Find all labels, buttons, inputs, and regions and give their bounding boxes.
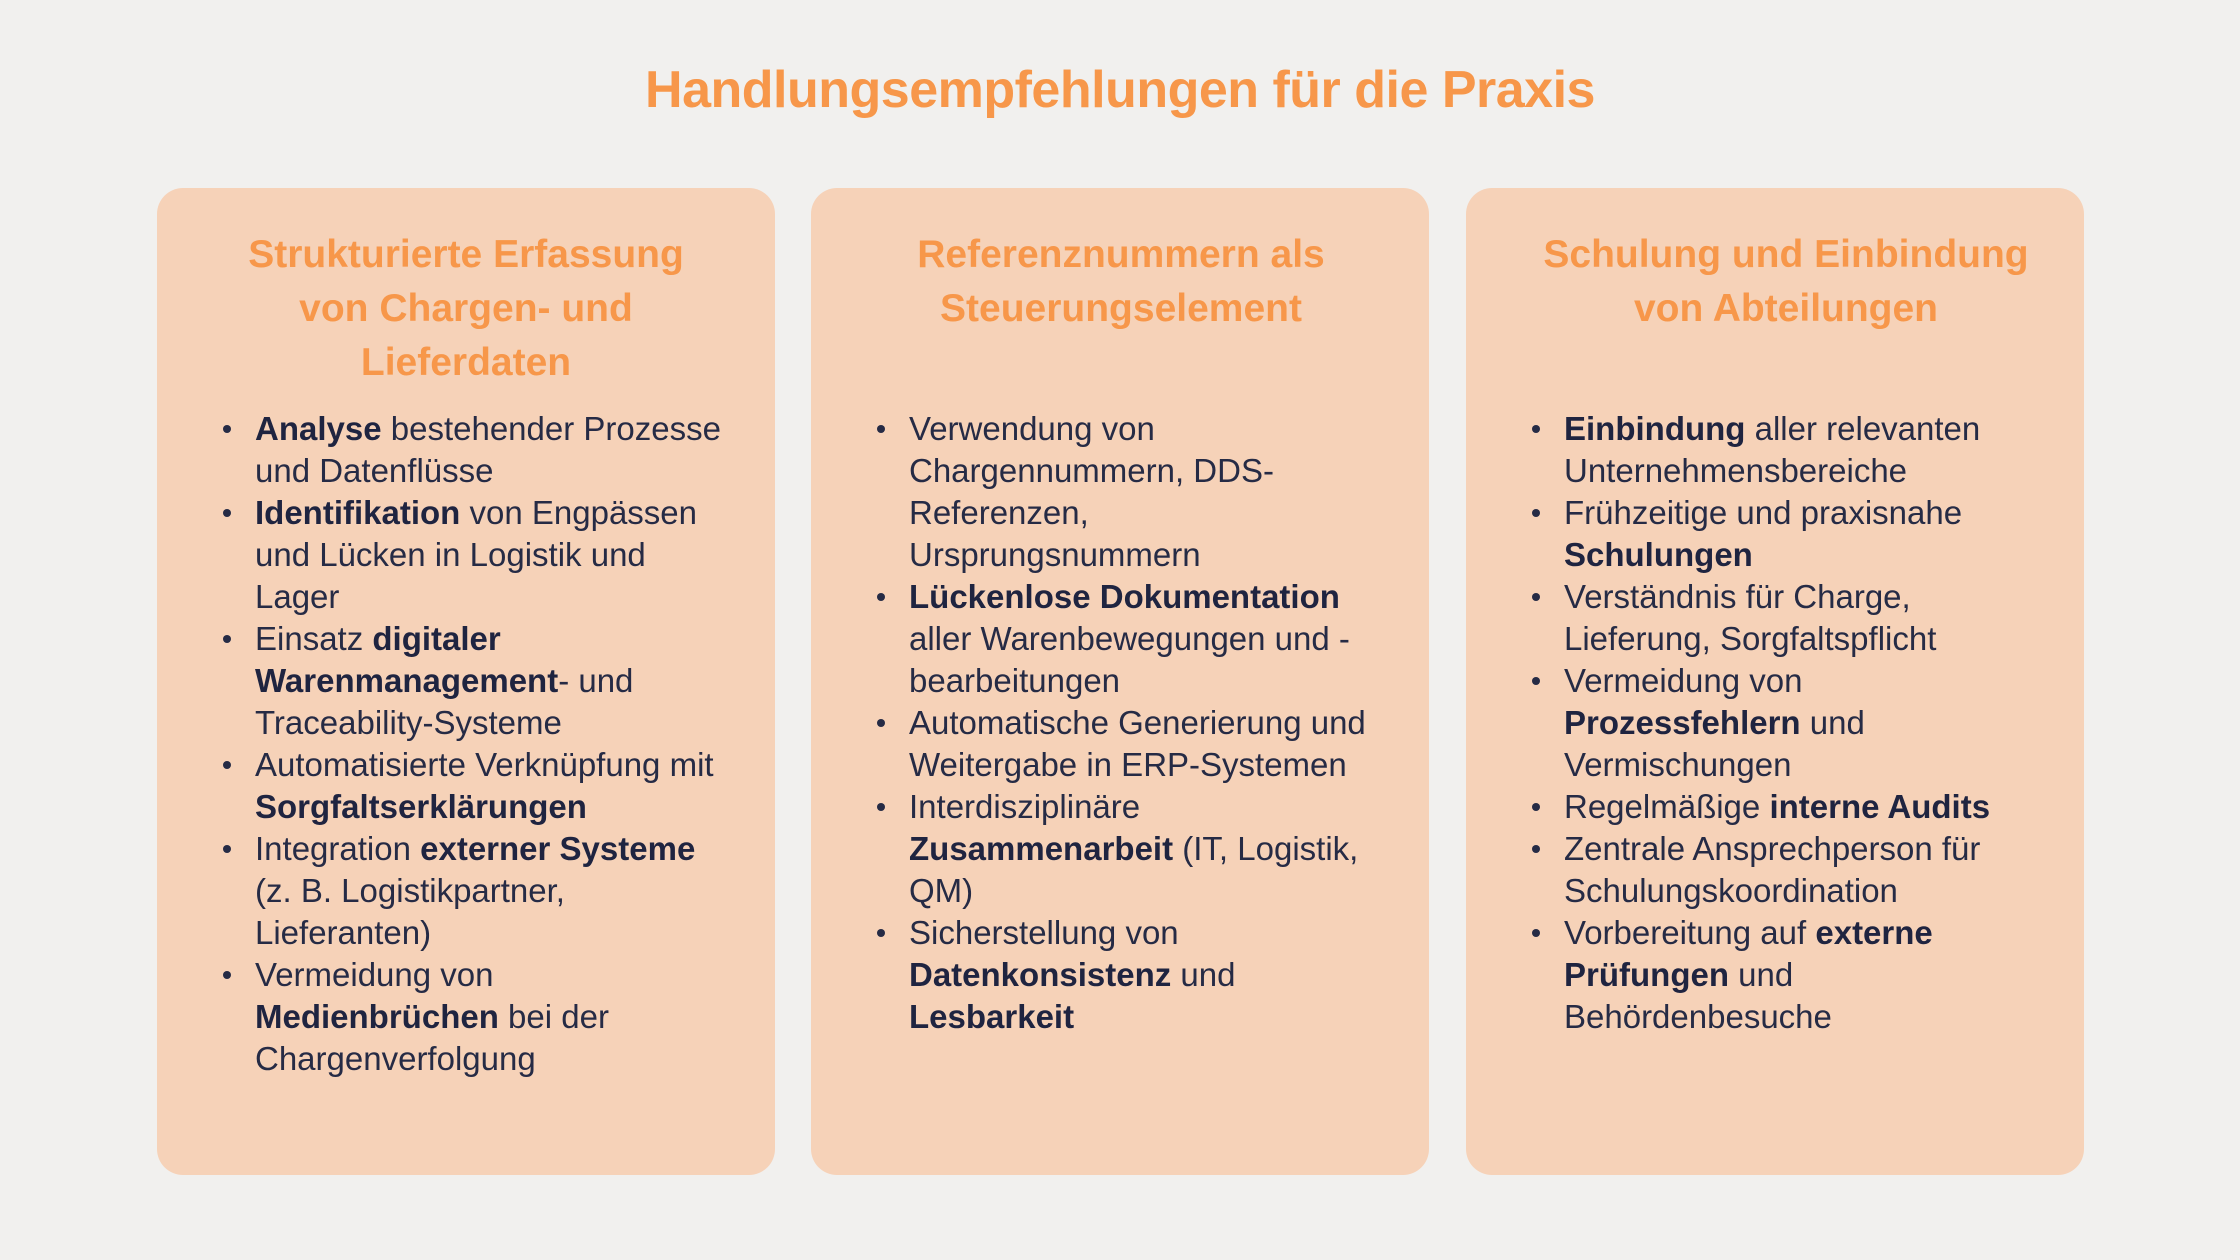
list-item: Interdisziplinäre Zusammenarbeit (IT, Logistik, QM) — [909, 786, 1379, 912]
bullet-icon — [877, 929, 885, 937]
bullet-list — [207, 408, 725, 1080]
card-structured-capture — [157, 188, 775, 1175]
list-item: Verständnis für Charge, Lieferung, Sorgfaltspflicht — [1564, 576, 2034, 660]
list-item: Automatische Generierung und Weitergabe in ERP-Systemen — [909, 702, 1379, 786]
bullet-icon — [223, 845, 231, 853]
list-item: Sicherstellung von Datenkonsistenz und Lesbarkeit — [909, 912, 1379, 1038]
bullet-icon — [223, 425, 231, 433]
bullet-icon — [1532, 509, 1540, 517]
list-item: Vorbereitung auf externe Prüfungen und Behördenbesuche — [1564, 912, 2034, 1038]
bullet-icon — [223, 509, 231, 517]
bullet-list — [861, 408, 1379, 1038]
card-title: Strukturierte Erfassung von Chargen- und Lieferdaten — [248, 233, 684, 384]
list-item: Einsatz digitaler Warenmanagement- und Traceability-Systeme — [255, 618, 725, 744]
list-item: Analyse bestehender Prozesse und Datenflüsse — [255, 408, 725, 492]
list-item: Integration externer Systeme (z. B. Logistikpartner, Lieferanten) — [255, 828, 725, 954]
bullet-icon — [1532, 425, 1540, 433]
list-item: Regelmäßige interne Audits — [1564, 786, 2034, 828]
bullet-icon — [877, 425, 885, 433]
card-training — [1466, 188, 2084, 1175]
list-item: Einbindung aller relevanten Unternehmensbereiche — [1564, 408, 2034, 492]
list-item: Vermeidung von Prozessfehlern und Vermischungen — [1564, 660, 2034, 786]
bullet-icon — [223, 761, 231, 769]
list-item: Zentrale Ansprechperson für Schulungskoordination — [1564, 828, 2034, 912]
bullet-icon — [223, 635, 231, 643]
card-title: Schulung und Einbindung von Abteilungen — [1543, 233, 2029, 330]
bullet-icon — [877, 593, 885, 601]
bullet-list — [1516, 408, 2034, 1038]
bullet-icon — [877, 803, 885, 811]
list-item: Identifikation von Engpässen und Lücken in Logistik und Lager — [255, 492, 725, 618]
list-item: Vermeidung von Medienbrüchen bei der Chargenverfolgung — [255, 954, 725, 1080]
card-reference-numbers — [811, 188, 1429, 1175]
list-item: Verwendung von Chargennummern, DDS-Referenzen, Ursprungsnummern — [909, 408, 1379, 576]
list-item: Lückenlose Dokumentation aller Warenbewegungen und -bearbeitungen — [909, 576, 1379, 702]
page-title: Handlungsempfehlungen für die Praxis — [645, 61, 1595, 119]
bullet-icon — [223, 971, 231, 979]
bullet-icon — [1532, 803, 1540, 811]
bullet-icon — [877, 719, 885, 727]
bullet-icon — [1532, 677, 1540, 685]
bullet-icon — [1532, 845, 1540, 853]
bullet-icon — [1532, 929, 1540, 937]
card-title: Referenznummern als Steuerungselement — [917, 233, 1325, 330]
list-item: Frühzeitige und praxisnahe Schulungen — [1564, 492, 2034, 576]
list-item: Automatisierte Verknüpfung mit Sorgfaltserklärungen — [255, 744, 725, 828]
bullet-icon — [1532, 593, 1540, 601]
